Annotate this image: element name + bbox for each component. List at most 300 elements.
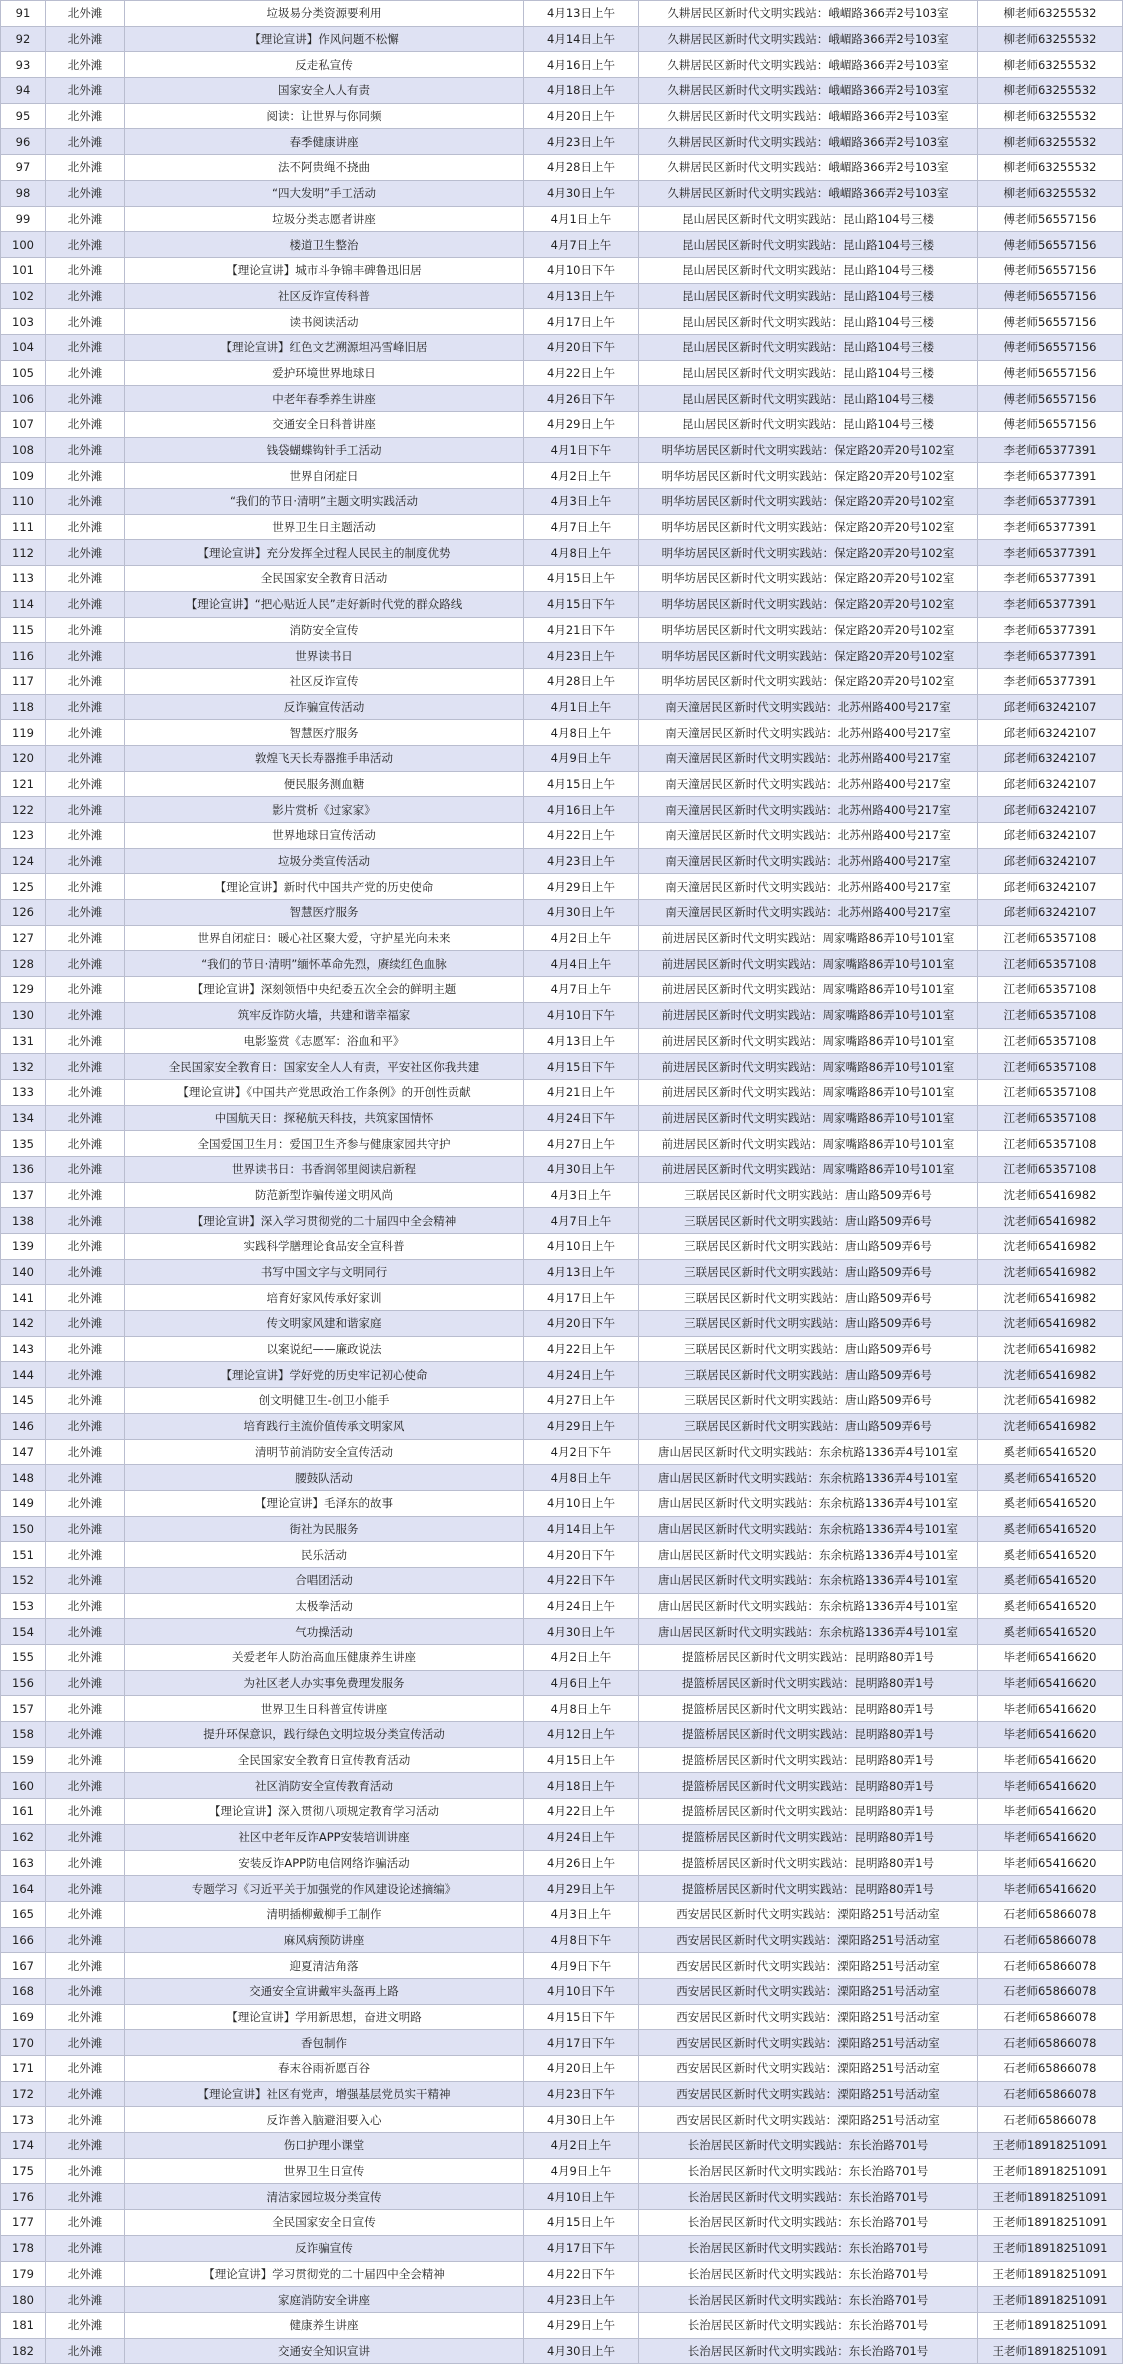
row-area: 北外滩 [46, 2287, 125, 2313]
table-row [1, 232, 1123, 258]
row-number: 110 [1, 489, 46, 515]
row-activity-name: 全民国家安全教育日活动 [125, 566, 524, 592]
row-number: 107 [1, 412, 46, 438]
row-number: 182 [1, 2338, 46, 2364]
row-contact: 毕老师65416620 [978, 1799, 1123, 1825]
row-number: 109 [1, 463, 46, 489]
row-area: 北外滩 [46, 412, 125, 438]
table-row [1, 1208, 1123, 1234]
row-area: 北外滩 [46, 1722, 125, 1748]
row-location: 前进居民区新时代文明实践站：周家嘴路86弄10号101室 [639, 1028, 978, 1054]
row-location: 久耕居民区新时代文明实践站：峨嵋路366弄2号103室 [639, 52, 978, 78]
row-activity-name: 清明节前消防安全宣传活动 [125, 1439, 524, 1465]
row-number: 134 [1, 1105, 46, 1131]
row-time: 4月2日上午 [524, 1645, 639, 1671]
row-contact: 邱老师63242107 [978, 900, 1123, 926]
row-number: 162 [1, 1824, 46, 1850]
row-location: 提篮桥居民区新时代文明实践站：昆明路80弄1号 [639, 1773, 978, 1799]
table-row [1, 1413, 1123, 1439]
row-time: 4月22日下午 [524, 1567, 639, 1593]
row-location: 昆山居民区新时代文明实践站：昆山路104号三楼 [639, 412, 978, 438]
table-row [1, 1388, 1123, 1414]
row-number: 103 [1, 309, 46, 335]
row-time: 4月30日上午 [524, 1156, 639, 1182]
row-location: 明华坊居民区新时代文明实践站：保定路20弄20号102室 [639, 540, 978, 566]
row-time: 4月3日上午 [524, 1901, 639, 1927]
row-time: 4月10日上午 [524, 2184, 639, 2210]
row-time: 4月3日上午 [524, 489, 639, 515]
row-activity-name: 清洁家园垃圾分类宣传 [125, 2184, 524, 2210]
row-activity-name: 社区消防安全宣传教育活动 [125, 1773, 524, 1799]
row-location: 长治居民区新时代文明实践站：东长治路701号 [639, 2158, 978, 2184]
row-activity-name: 传文明家风建和谐家庭 [125, 1311, 524, 1337]
row-time: 4月28日上午 [524, 155, 639, 181]
row-location: 西安居民区新时代文明实践站：溧阳路251号活动室 [639, 1901, 978, 1927]
row-contact: 江老师65357108 [978, 951, 1123, 977]
table-row [1, 1311, 1123, 1337]
table-row [1, 1619, 1123, 1645]
row-number: 176 [1, 2184, 46, 2210]
row-area: 北外滩 [46, 1542, 125, 1568]
row-number: 141 [1, 1285, 46, 1311]
row-contact: 江老师65357108 [978, 1105, 1123, 1131]
row-location: 提篮桥居民区新时代文明实践站：昆明路80弄1号 [639, 1824, 978, 1850]
row-contact: 石老师65866078 [978, 2004, 1123, 2030]
row-area: 北外滩 [46, 1413, 125, 1439]
row-time: 4月13日上午 [524, 1259, 639, 1285]
row-activity-name: 街社为民服务 [125, 1516, 524, 1542]
row-number: 158 [1, 1722, 46, 1748]
table-row [1, 1259, 1123, 1285]
row-area: 北外滩 [46, 2133, 125, 2159]
row-area: 北外滩 [46, 771, 125, 797]
table-row [1, 1722, 1123, 1748]
row-time: 4月20日下午 [524, 334, 639, 360]
table-row [1, 26, 1123, 52]
row-time: 4月2日上午 [524, 925, 639, 951]
table-row [1, 1876, 1123, 1902]
row-location: 久耕居民区新时代文明实践站：峨嵋路366弄2号103室 [639, 129, 978, 155]
row-time: 4月30日上午 [524, 900, 639, 926]
row-location: 南天潼居民区新时代文明实践站：北苏州路400号217室 [639, 874, 978, 900]
row-location: 提篮桥居民区新时代文明实践站：昆明路80弄1号 [639, 1876, 978, 1902]
row-location: 提篮桥居民区新时代文明实践站：昆明路80弄1号 [639, 1799, 978, 1825]
table-row [1, 1, 1123, 27]
row-location: 唐山居民区新时代文明实践站：东余杭路1336弄4号101室 [639, 1516, 978, 1542]
row-location: 提篮桥居民区新时代文明实践站：昆明路80弄1号 [639, 1722, 978, 1748]
table-row [1, 694, 1123, 720]
row-number: 102 [1, 283, 46, 309]
row-number: 130 [1, 1002, 46, 1028]
row-activity-name: 专题学习《习近平关于加强党的作风建设论述摘编》 [125, 1876, 524, 1902]
row-number: 111 [1, 514, 46, 540]
row-area: 北外滩 [46, 977, 125, 1003]
table-row [1, 1028, 1123, 1054]
row-number: 150 [1, 1516, 46, 1542]
table-row [1, 2235, 1123, 2261]
row-location: 明华坊居民区新时代文明实践站：保定路20弄20号102室 [639, 489, 978, 515]
activity-table-body [1, 1, 1123, 2364]
row-number: 148 [1, 1465, 46, 1491]
row-activity-name: “四大发明”手工活动 [125, 180, 524, 206]
table-row [1, 874, 1123, 900]
row-time: 4月10日下午 [524, 257, 639, 283]
row-number: 131 [1, 1028, 46, 1054]
row-time: 4月21日下午 [524, 617, 639, 643]
row-area: 北外滩 [46, 437, 125, 463]
row-number: 151 [1, 1542, 46, 1568]
row-location: 西安居民区新时代文明实践站：溧阳路251号活动室 [639, 2004, 978, 2030]
table-row [1, 617, 1123, 643]
row-activity-name: 世界自闭症日：暖心社区聚大爱，守护星光向未来 [125, 925, 524, 951]
row-number: 144 [1, 1362, 46, 1388]
table-row [1, 1234, 1123, 1260]
row-time: 4月29日上午 [524, 874, 639, 900]
table-row [1, 540, 1123, 566]
row-contact: 王老师18918251091 [978, 2133, 1123, 2159]
row-area: 北外滩 [46, 2004, 125, 2030]
table-row [1, 1542, 1123, 1568]
row-activity-name: 国家安全人人有责 [125, 78, 524, 104]
row-contact: 邱老师63242107 [978, 797, 1123, 823]
row-location: 西安居民区新时代文明实践站：溧阳路251号活动室 [639, 2056, 978, 2082]
table-row [1, 1824, 1123, 1850]
row-location: 长治居民区新时代文明实践站：东长治路701号 [639, 2261, 978, 2287]
table-row [1, 2287, 1123, 2313]
row-area: 北外滩 [46, 1336, 125, 1362]
row-area: 北外滩 [46, 1670, 125, 1696]
row-activity-name: 智慧医疗服务 [125, 900, 524, 926]
row-activity-name: 【理论宣讲】作风问题不松懈 [125, 26, 524, 52]
row-activity-name: 春季健康讲座 [125, 129, 524, 155]
row-time: 4月15日上午 [524, 1747, 639, 1773]
row-contact: 柳老师63255532 [978, 1, 1123, 27]
row-time: 4月2日上午 [524, 463, 639, 489]
row-time: 4月4日上午 [524, 951, 639, 977]
row-area: 北外滩 [46, 617, 125, 643]
row-location: 南天潼居民区新时代文明实践站：北苏州路400号217室 [639, 797, 978, 823]
row-time: 4月8日上午 [524, 1696, 639, 1722]
row-area: 北外滩 [46, 1593, 125, 1619]
row-location: 前进居民区新时代文明实践站：周家嘴路86弄10号101室 [639, 977, 978, 1003]
row-contact: 傅老师56557156 [978, 412, 1123, 438]
row-contact: 柳老师63255532 [978, 155, 1123, 181]
table-row [1, 1978, 1123, 2004]
row-activity-name: 【理论宣讲】红色文艺溯源坦冯雪峰旧居 [125, 334, 524, 360]
table-row [1, 1773, 1123, 1799]
row-time: 4月7日上午 [524, 514, 639, 540]
row-activity-name: 【理论宣讲】学好党的历史牢记初心使命 [125, 1362, 524, 1388]
row-location: 三联居民区新时代文明实践站：唐山路509弄6号 [639, 1311, 978, 1337]
row-area: 北外滩 [46, 1516, 125, 1542]
row-number: 96 [1, 129, 46, 155]
row-activity-name: 社区反诈宣传科普 [125, 283, 524, 309]
row-time: 4月8日上午 [524, 1465, 639, 1491]
table-row [1, 2338, 1123, 2364]
row-area: 北外滩 [46, 206, 125, 232]
row-number: 126 [1, 900, 46, 926]
row-contact: 李老师65377391 [978, 463, 1123, 489]
row-contact: 奚老师65416520 [978, 1516, 1123, 1542]
row-time: 4月14日上午 [524, 26, 639, 52]
row-activity-name: 【理论宣讲】“把心贴近人民”走好新时代党的群众路线 [125, 591, 524, 617]
row-area: 北外滩 [46, 1311, 125, 1337]
row-contact: 江老师65357108 [978, 1131, 1123, 1157]
row-number: 112 [1, 540, 46, 566]
row-activity-name: 安装反诈APP防电信网络诈骗活动 [125, 1850, 524, 1876]
row-time: 4月29日上午 [524, 1876, 639, 1902]
row-location: 明华坊居民区新时代文明实践站：保定路20弄20号102室 [639, 591, 978, 617]
row-area: 北外滩 [46, 180, 125, 206]
row-activity-name: “我们的节日·清明”缅怀革命先烈，赓续红色血脉 [125, 951, 524, 977]
row-activity-name: 消防安全宣传 [125, 617, 524, 643]
row-location: 南天潼居民区新时代文明实践站：北苏州路400号217室 [639, 771, 978, 797]
row-activity-name: 全民国家安全教育日宣传教育活动 [125, 1747, 524, 1773]
row-activity-name: 健康养生讲座 [125, 2312, 524, 2338]
row-number: 97 [1, 155, 46, 181]
row-area: 北外滩 [46, 1234, 125, 1260]
row-activity-name: 便民服务测血糖 [125, 771, 524, 797]
row-contact: 江老师65357108 [978, 1054, 1123, 1080]
row-area: 北外滩 [46, 694, 125, 720]
row-activity-name: 世界读书日 [125, 643, 524, 669]
table-row [1, 1002, 1123, 1028]
row-activity-name: 全国爱国卫生月：爱国卫生齐参与健康家园共守护 [125, 1131, 524, 1157]
table-row [1, 309, 1123, 335]
row-location: 昆山居民区新时代文明实践站：昆山路104号三楼 [639, 232, 978, 258]
table-row [1, 1182, 1123, 1208]
row-contact: 毕老师65416620 [978, 1850, 1123, 1876]
row-location: 提篮桥居民区新时代文明实践站：昆明路80弄1号 [639, 1670, 978, 1696]
row-activity-name: 交通安全知识宣讲 [125, 2338, 524, 2364]
row-location: 久耕居民区新时代文明实践站：峨嵋路366弄2号103室 [639, 26, 978, 52]
table-row [1, 1079, 1123, 1105]
row-area: 北外滩 [46, 874, 125, 900]
table-row [1, 1799, 1123, 1825]
row-contact: 江老师65357108 [978, 1002, 1123, 1028]
row-number: 118 [1, 694, 46, 720]
row-number: 156 [1, 1670, 46, 1696]
row-contact: 石老师65866078 [978, 2056, 1123, 2082]
table-row [1, 2030, 1123, 2056]
row-activity-name: 交通安全日科普讲座 [125, 412, 524, 438]
row-contact: 奚老师65416520 [978, 1593, 1123, 1619]
row-time: 4月13日上午 [524, 283, 639, 309]
row-activity-name: 香包制作 [125, 2030, 524, 2056]
row-number: 138 [1, 1208, 46, 1234]
row-location: 提篮桥居民区新时代文明实践站：昆明路80弄1号 [639, 1645, 978, 1671]
row-time: 4月13日上午 [524, 1028, 639, 1054]
row-area: 北外滩 [46, 591, 125, 617]
table-row [1, 463, 1123, 489]
row-location: 昆山居民区新时代文明实践站：昆山路104号三楼 [639, 283, 978, 309]
row-activity-name: 合唱团活动 [125, 1567, 524, 1593]
row-contact: 柳老师63255532 [978, 129, 1123, 155]
row-time: 4月29日上午 [524, 2312, 639, 2338]
row-contact: 傅老师56557156 [978, 206, 1123, 232]
row-location: 前进居民区新时代文明实践站：周家嘴路86弄10号101室 [639, 925, 978, 951]
row-number: 127 [1, 925, 46, 951]
row-area: 北外滩 [46, 643, 125, 669]
row-activity-name: 民乐活动 [125, 1542, 524, 1568]
row-activity-name: 读书阅读活动 [125, 309, 524, 335]
row-area: 北外滩 [46, 2261, 125, 2287]
row-location: 明华坊居民区新时代文明实践站：保定路20弄20号102室 [639, 463, 978, 489]
table-row [1, 334, 1123, 360]
row-contact: 毕老师65416620 [978, 1722, 1123, 1748]
table-row [1, 257, 1123, 283]
row-area: 北外滩 [46, 848, 125, 874]
row-number: 108 [1, 437, 46, 463]
row-area: 北外滩 [46, 1799, 125, 1825]
row-time: 4月8日上午 [524, 720, 639, 746]
row-contact: 江老师65357108 [978, 1079, 1123, 1105]
row-time: 4月9日上午 [524, 745, 639, 771]
row-time: 4月21日上午 [524, 1079, 639, 1105]
row-activity-name: 楼道卫生整治 [125, 232, 524, 258]
table-row [1, 900, 1123, 926]
row-area: 北外滩 [46, 1054, 125, 1080]
row-number: 169 [1, 2004, 46, 2030]
row-number: 121 [1, 771, 46, 797]
table-row [1, 2261, 1123, 2287]
row-area: 北外滩 [46, 309, 125, 335]
row-location: 明华坊居民区新时代文明实践站：保定路20弄20号102室 [639, 437, 978, 463]
row-number: 119 [1, 720, 46, 746]
table-row [1, 2056, 1123, 2082]
row-location: 长治居民区新时代文明实践站：东长治路701号 [639, 2235, 978, 2261]
row-number: 147 [1, 1439, 46, 1465]
row-activity-name: 关爱老年人防治高血压健康养生讲座 [125, 1645, 524, 1671]
table-row [1, 78, 1123, 104]
row-contact: 邱老师63242107 [978, 848, 1123, 874]
row-contact: 柳老师63255532 [978, 180, 1123, 206]
table-row [1, 2107, 1123, 2133]
row-activity-name: 防范新型诈骗传递文明风尚 [125, 1182, 524, 1208]
row-time: 4月16日上午 [524, 797, 639, 823]
row-location: 三联居民区新时代文明实践站：唐山路509弄6号 [639, 1413, 978, 1439]
table-row [1, 1670, 1123, 1696]
row-time: 4月9日下午 [524, 1953, 639, 1979]
row-time: 4月28日上午 [524, 668, 639, 694]
row-activity-name: 气功操活动 [125, 1619, 524, 1645]
row-time: 4月22日下午 [524, 2261, 639, 2287]
table-row [1, 52, 1123, 78]
row-location: 明华坊居民区新时代文明实践站：保定路20弄20号102室 [639, 566, 978, 592]
row-location: 昆山居民区新时代文明实践站：昆山路104号三楼 [639, 206, 978, 232]
row-area: 北外滩 [46, 951, 125, 977]
row-time: 4月30日上午 [524, 2107, 639, 2133]
row-contact: 邱老师63242107 [978, 694, 1123, 720]
row-area: 北外滩 [46, 1182, 125, 1208]
row-number: 100 [1, 232, 46, 258]
row-contact: 傅老师56557156 [978, 283, 1123, 309]
row-area: 北外滩 [46, 2158, 125, 2184]
row-activity-name: 世界地球日宣传活动 [125, 823, 524, 849]
row-contact: 石老师65866078 [978, 1927, 1123, 1953]
row-location: 前进居民区新时代文明实践站：周家嘴路86弄10号101室 [639, 1054, 978, 1080]
row-location: 西安居民区新时代文明实践站：溧阳路251号活动室 [639, 1978, 978, 2004]
row-contact: 沈老师65416982 [978, 1413, 1123, 1439]
table-row [1, 2312, 1123, 2338]
table-row [1, 2158, 1123, 2184]
row-activity-name: 世界卫生日主题活动 [125, 514, 524, 540]
row-location: 明华坊居民区新时代文明实践站：保定路20弄20号102室 [639, 668, 978, 694]
row-time: 4月10日下午 [524, 1002, 639, 1028]
row-activity-name: 垃圾分类志愿者讲座 [125, 206, 524, 232]
row-activity-name: 【理论宣讲】深入学习贯彻党的二十届四中全会精神 [125, 1208, 524, 1234]
row-activity-name: 【理论宣讲】社区有党声，增强基层党员实干精神 [125, 2081, 524, 2107]
row-area: 北外滩 [46, 334, 125, 360]
row-area: 北外滩 [46, 360, 125, 386]
table-row [1, 206, 1123, 232]
row-area: 北外滩 [46, 155, 125, 181]
row-time: 4月29日上午 [524, 1413, 639, 1439]
row-activity-name: 世界卫生日宣传 [125, 2158, 524, 2184]
row-location: 提篮桥居民区新时代文明实践站：昆明路80弄1号 [639, 1850, 978, 1876]
row-time: 4月15日下午 [524, 591, 639, 617]
row-contact: 奚老师65416520 [978, 1465, 1123, 1491]
row-contact: 沈老师65416982 [978, 1336, 1123, 1362]
row-contact: 李老师65377391 [978, 591, 1123, 617]
row-number: 98 [1, 180, 46, 206]
row-activity-name: 垃圾分类宣传活动 [125, 848, 524, 874]
row-area: 北外滩 [46, 1824, 125, 1850]
row-activity-name: 为社区老人办实事免费理发服务 [125, 1670, 524, 1696]
row-area: 北外滩 [46, 1901, 125, 1927]
row-contact: 奚老师65416520 [978, 1567, 1123, 1593]
table-row [1, 977, 1123, 1003]
row-activity-name: 【理论宣讲】《中国共产党思政治工作条例》的开创性贡献 [125, 1079, 524, 1105]
row-location: 三联居民区新时代文明实践站：唐山路509弄6号 [639, 1362, 978, 1388]
table-row [1, 1516, 1123, 1542]
row-time: 4月27日上午 [524, 1131, 639, 1157]
table-row [1, 1567, 1123, 1593]
row-area: 北外滩 [46, 566, 125, 592]
row-area: 北外滩 [46, 78, 125, 104]
row-area: 北外滩 [46, 2030, 125, 2056]
row-contact: 毕老师65416620 [978, 1876, 1123, 1902]
table-row [1, 1465, 1123, 1491]
row-location: 提篮桥居民区新时代文明实践站：昆明路80弄1号 [639, 1747, 978, 1773]
row-location: 昆山居民区新时代文明实践站：昆山路104号三楼 [639, 309, 978, 335]
row-contact: 傅老师56557156 [978, 257, 1123, 283]
row-contact: 奚老师65416520 [978, 1619, 1123, 1645]
row-activity-name: 社区中老年反诈APP安装培训讲座 [125, 1824, 524, 1850]
table-row [1, 2184, 1123, 2210]
row-location: 长治居民区新时代文明实践站：东长治路701号 [639, 2210, 978, 2236]
table-row [1, 514, 1123, 540]
row-time: 4月15日上午 [524, 2210, 639, 2236]
row-time: 4月23日上午 [524, 2287, 639, 2313]
row-area: 北外滩 [46, 1747, 125, 1773]
row-area: 北外滩 [46, 1645, 125, 1671]
table-row [1, 951, 1123, 977]
row-activity-name: 以案说纪——廉政说法 [125, 1336, 524, 1362]
row-contact: 奚老师65416520 [978, 1439, 1123, 1465]
table-row [1, 745, 1123, 771]
row-contact: 石老师65866078 [978, 1953, 1123, 1979]
row-area: 北外滩 [46, 1490, 125, 1516]
row-location: 久耕居民区新时代文明实践站：峨嵋路366弄2号103室 [639, 155, 978, 181]
row-time: 4月24日上午 [524, 1593, 639, 1619]
row-area: 北外滩 [46, 1978, 125, 2004]
row-contact: 奚老师65416520 [978, 1542, 1123, 1568]
row-location: 南天潼居民区新时代文明实践站：北苏州路400号217室 [639, 745, 978, 771]
row-contact: 江老师65357108 [978, 1028, 1123, 1054]
row-area: 北外滩 [46, 1208, 125, 1234]
table-row [1, 1156, 1123, 1182]
